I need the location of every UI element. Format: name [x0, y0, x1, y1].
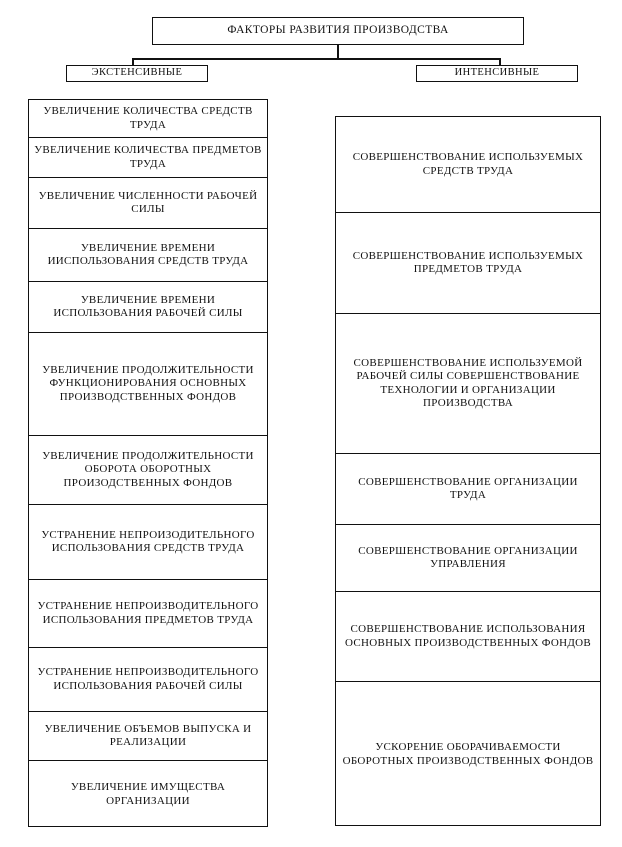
intensive-item-2: СОВЕРШЕНСТВОВАНИЕ ИСПОЛЬЗУЕМЫХ ПРЕДМЕТОВ ТРУДА [336, 213, 600, 314]
intensive-item-6: СОВЕРШЕНСТВОВАНИЕ ИСПОЛЬЗОВАНИЯ ОСНОВНЫХ ПРОИЗВОДСТВЕННЫХ ФОНДОВ [336, 592, 600, 682]
intensive-item-3: СОВЕРШЕНСТВОВАНИЕ ИСПОЛЬЗУЕМОЙ РАБОЧЕЙ СИЛЫ СОВЕРШЕНСТВОВАНИЕ ТЕХНОЛОГИИ И ОРГАНИЗАЦИИ ПРОИЗВОДСТВА [336, 314, 600, 454]
extensive-item-4: УВЕЛИЧЕНИЕ ВРЕМЕНИ ИИСПОЛЬЗОВАНИЯ СРЕДСТВ ТРУДА [29, 229, 267, 282]
extensive-item-7: УВЕЛИЧЕНИЕ ПРОДОЛЖИТЕЛЬНОСТИ ОБОРОТА ОБОРОТНЫХ ПРОИЗОДСТВЕННЫХ ФОНДОВ [29, 436, 267, 505]
extensive-column [28, 99, 268, 827]
extensive-item-10: УСТРАНЕНИЕ НЕПРОИЗВОДИТЕЛЬНОГО ИСПОЛЬЗОВАНИЯ РАБОЧЕЙ СИЛЫ [29, 648, 267, 712]
extensive-item-3: УВЕЛИЧЕНИЕ ЧИСЛЕННОСТИ РАБОЧЕЙ СИЛЫ [29, 178, 267, 229]
intensive-item-1: СОВЕРШЕНСТВОВАНИЕ ИСПОЛЬЗУЕМЫХ СРЕДСТВ ТРУДА [336, 117, 600, 213]
extensive-item-9: УСТРАНЕНИЕ НЕПРОИЗВОДИТЕЛЬНОГО ИСПОЛЬЗОВАНИЯ ПРЕДМЕТОВ ТРУДА [29, 580, 267, 648]
extensive-item-12: УВЕЛИЧЕНИЕ ИМУЩЕСТВА ОРГАНИЗАЦИИ [70, 781, 226, 807]
diagram-title: ФАКТОРЫ РАЗВИТИЯ ПРОИЗВОДСТВА [152, 17, 524, 45]
intensive-item-5: СОВЕРШЕНСТВОВАНИЕ ОРГАНИЗАЦИИ УПРАВЛЕНИЯ [336, 525, 600, 592]
extensive-item-2: УВЕЛИЧЕНИЕ КОЛИЧЕСТВА ПРЕДМЕТОВ ТРУДА [29, 138, 267, 178]
extensive-item-6: УВЕЛИЧЕНИЕ ПРОДОЛЖИТЕЛЬНОСТИ ФУНКЦИОНИРОВАНИЯ ОСНОВНЫХ ПРОИЗВОДСТВЕННЫХ ФОНДОВ [29, 333, 267, 436]
intensive-item-7: УСКОРЕНИЕ ОБОРАЧИВАЕМОСТИ ОБОРОТНЫХ ПРОИЗВОДСТВЕННЫХ ФОНДОВ [342, 741, 594, 767]
extensive-item-11: УВЕЛИЧЕНИЕ ОБЪЕМОВ ВЫПУСКА И РЕАЛИЗАЦИИ [29, 712, 267, 761]
connector-title-down [337, 45, 339, 59]
intensive-item-4: СОВЕРШЕНСТВОВАНИЕ ОРГАНИЗАЦИИ ТРУДА [336, 454, 600, 525]
extensive-item-8: УСТРАНЕНИЕ НЕПРОИЗОДИТЕЛЬНОГО ИСПОЛЬЗОВАНИЯ СРЕДСТВ ТРУДА [29, 505, 267, 580]
extensive-label: ЭКСТЕНСИВНЫЕ [66, 65, 208, 82]
extensive-item-5: УВЕЛИЧЕНИЕ ВРЕМЕНИ ИСПОЛЬЗОВАНИЯ РАБОЧЕЙ СИЛЫ [29, 282, 267, 333]
intensive-label: ИНТЕНСИВНЫЕ [416, 65, 578, 82]
connector-horizontal [132, 58, 500, 60]
extensive-item-1: УВЕЛИЧЕНИЕ КОЛИЧЕСТВА СРЕДСТВ ТРУДА [29, 100, 267, 138]
intensive-column [335, 116, 601, 826]
